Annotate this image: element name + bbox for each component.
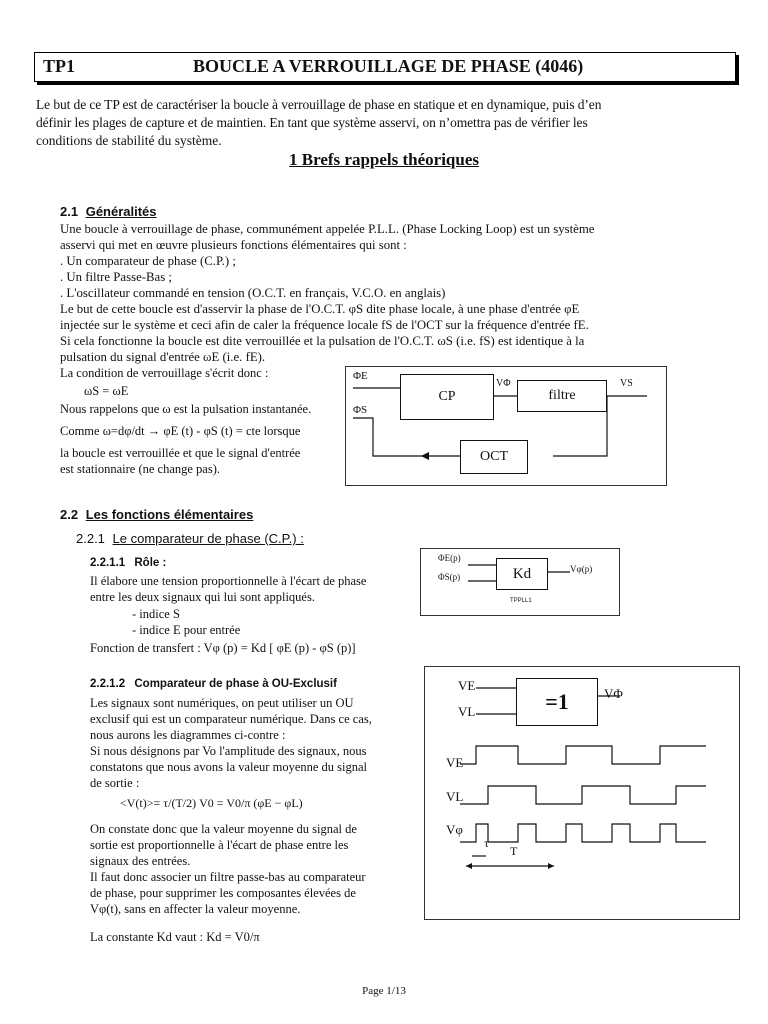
list-item: - indice E pour entrée xyxy=(132,623,241,637)
body-line: Si cela fonctionne la boucle est dite verrouillée et la pulsation de l'O.C.T. ωS (i.e. fS) est identique à la xyxy=(60,334,585,348)
body-line: pulsation du signal d'entrée ωE (i.e. fE). xyxy=(60,350,266,364)
kd-block: Kd xyxy=(496,558,548,590)
xor-output-label: VΦ xyxy=(604,686,623,701)
intro-line: conditions de stabilité du système. xyxy=(36,133,222,148)
kd-constant-formula: La constante Kd vaut : Kd = V0/π xyxy=(90,930,260,944)
kd-input-e: ΦE(p) xyxy=(438,553,461,563)
body-line: de phase, pour supprimer les composantes élevées de xyxy=(90,886,356,900)
intro-line: Le but de ce TP est de caractériser la boucle à verrouillage de phase en statique et en dynamique, puis d’en xyxy=(36,97,602,112)
body-line: Si nous désignons par Vo l'amplitude des signaux, nous xyxy=(90,744,367,758)
cp-block: CP xyxy=(400,374,494,420)
waveform-label-vl: VL xyxy=(446,789,464,804)
body-line: Le but de cette boucle est d'asservir la phase de l'O.C.T. φS dite phase locale, à une phase d'entrée φE xyxy=(60,302,580,316)
filter-block: filtre xyxy=(517,380,607,412)
paragraph-heading xyxy=(90,557,166,569)
intro-line: définir les plages de capture et de maintien. En tant que système asservi, on n’omettra pas de vérifier les xyxy=(36,115,588,130)
body-line: Il élabore une tension proportionnelle à l'écart de phase xyxy=(90,574,367,588)
kd-output-label: Vφ(p) xyxy=(570,564,593,574)
subsection-number: 2.1 xyxy=(60,204,79,219)
vs-label: VS xyxy=(620,378,633,389)
body-line: la boucle est verrouillée et que le signal d'entrée xyxy=(60,446,301,460)
oct-block: OCT xyxy=(460,440,528,474)
body-line: La condition de verrouillage s'écrit donc : xyxy=(60,366,269,380)
body-line: Nous rappelons que ω est la pulsation instantanée. xyxy=(60,402,312,416)
body-line: signaux des entrées. xyxy=(90,854,191,868)
xor-input-vl: VL xyxy=(458,704,476,719)
body-line: exclusif qui est un comparateur numérique. Dans ce cas, xyxy=(90,712,372,726)
phase-feedback-label: ΦS xyxy=(353,404,368,416)
title-header-box xyxy=(34,52,736,82)
paragraph-number: 2.2.1.1 xyxy=(90,557,126,569)
mean-value-formula: <V(t)>= τ/(T/2) V0 = V0/π (φE − φL) xyxy=(120,796,303,810)
page-number: Page 1/13 xyxy=(362,985,406,997)
waveform-label-vphi: Vφ xyxy=(446,822,463,837)
xor-gate-block: =1 xyxy=(516,678,598,726)
paragraph-heading xyxy=(90,678,337,690)
tau-label: τ xyxy=(484,836,489,850)
list-item: - indice S xyxy=(132,607,180,621)
paragraph-number: 2.2.1.2 xyxy=(90,678,126,690)
waveform-vl xyxy=(460,786,706,804)
body-line: . Un comparateur de phase (C.P.) ; xyxy=(60,254,236,268)
subsubsection-heading xyxy=(76,531,304,546)
subsection-heading xyxy=(60,204,157,219)
body-line: injectée sur le système et ceci afin de caler la fréquence locale fS de l'OCT sur la fréquence d'entrée fE. xyxy=(60,318,589,332)
body-line: . Un filtre Passe-Bas ; xyxy=(60,270,172,284)
waveform-label-ve: VE xyxy=(446,755,464,770)
equation-line: ωS = ωE xyxy=(84,384,129,398)
intro-paragraph xyxy=(36,96,734,150)
paragraph-title: Comparateur de phase à OU-Exclusif xyxy=(134,678,337,690)
figure-caption: TPPLL1 xyxy=(510,598,532,604)
body-line: est stationnaire (ne change pas). xyxy=(60,462,221,476)
waveform-ve xyxy=(460,746,706,764)
body-line: Les signaux sont numériques, on peut utiliser un OU xyxy=(90,696,354,710)
kd-input-s: ΦS(p) xyxy=(438,572,461,582)
body-line: . L'oscillateur commandé en tension (O.C.T. en français, V.C.O. en anglais) xyxy=(60,286,446,300)
subsection-title: Généralités xyxy=(85,204,157,219)
body-line: Une boucle à verrouillage de phase, communément appelée P.L.L. (Phase Locking Loop) est un système xyxy=(60,222,595,236)
phase-input-label: ΦE xyxy=(353,370,368,382)
period-label: T xyxy=(510,844,518,858)
subsection-heading xyxy=(60,507,253,522)
subsubsection-title: Le comparateur de phase (C.P.) : xyxy=(112,531,304,546)
paragraph-title: Rôle : xyxy=(134,557,167,569)
body-line: Vφ(t), sans en affecter la valeur moyenne. xyxy=(90,902,301,916)
body-line: entre les deux signaux qui lui sont appliqués. xyxy=(90,590,315,604)
transfer-function: Fonction de transfert : Vφ (p) = Kd [ φE (p) - φS (p)] xyxy=(90,641,356,655)
subsubsection-number: 2.2.1 xyxy=(76,531,105,546)
body-line: Il faut donc associer un filtre passe-bas au comparateur xyxy=(90,870,366,884)
subsection-number: 2.2 xyxy=(60,507,79,522)
subsection-title: Les fonctions élémentaires xyxy=(85,507,254,522)
body-line: asservi qui met en œuvre plusieurs fonctions élémentaires qui sont : xyxy=(60,238,407,252)
document-title: BOUCLE A VERROUILLAGE DE PHASE (4046) xyxy=(193,56,584,76)
body-line: de sortie : xyxy=(90,776,140,790)
xor-input-ve: VE xyxy=(458,678,476,693)
vphi-label: VΦ xyxy=(496,378,511,389)
body-line: constatons que nous avons la valeur moyenne du signal xyxy=(90,760,368,774)
equation-line: Comme ω=dφ/dt → φE (t) - φS (t) = cte lorsque xyxy=(60,424,301,438)
body-line: nous aurons les diagrammes ci-contre : xyxy=(90,728,286,742)
tp-code: TP1 xyxy=(43,56,76,76)
section-heading: 1 Brefs rappels théoriques xyxy=(289,150,479,169)
body-line: On constate donc que la valeur moyenne du signal de xyxy=(90,822,357,836)
body-line: sortie est proportionnelle à l'écart de phase entre les xyxy=(90,838,349,852)
waveform-vphi xyxy=(460,824,706,842)
